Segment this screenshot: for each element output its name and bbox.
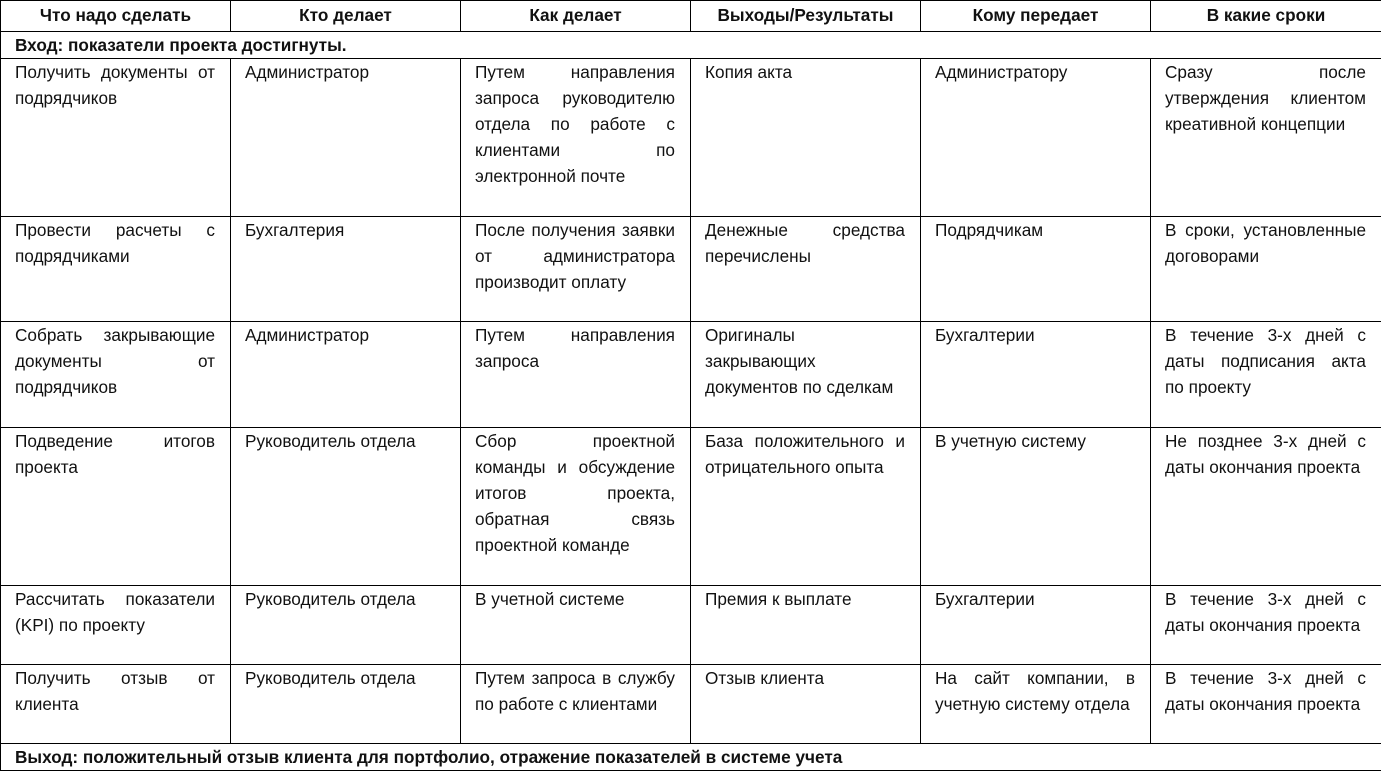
table-row xyxy=(1,59,1381,217)
cell-what: Получить документы от подрядчиков xyxy=(1,59,231,217)
cell-to-whom: Бухгалтерии xyxy=(921,322,1151,428)
input-row xyxy=(1,32,1381,59)
cell-who: Администратор xyxy=(231,322,461,428)
cell-when: Не позднее 3-х дней с даты окончания проекта xyxy=(1151,428,1381,586)
header-when: В какие сроки xyxy=(1151,1,1381,32)
table-row xyxy=(1,322,1381,428)
cell-when: В течение 3-х дней с даты окончания проекта xyxy=(1151,665,1381,744)
cell-output: Премия к выплате xyxy=(691,586,921,665)
cell-when: В течение 3-х дней с даты окончания проекта xyxy=(1151,586,1381,665)
cell-who: Администратор xyxy=(231,59,461,217)
cell-output: Копия акта xyxy=(691,59,921,217)
table-row xyxy=(1,586,1381,665)
cell-to-whom: Администратору xyxy=(921,59,1151,217)
cell-how: Сбор проектной команды и обсуждение итогов проекта, обратная связь проектной команде xyxy=(461,428,691,586)
cell-to-whom: В учетную систему xyxy=(921,428,1151,586)
cell-output: База положительного и отрицательного опыта xyxy=(691,428,921,586)
header-row xyxy=(1,1,1381,32)
cell-output: Оригиналы закрывающих документов по сделкам xyxy=(691,322,921,428)
cell-when: В сроки, установленные договорами xyxy=(1151,217,1381,322)
cell-how: В учетной системе xyxy=(461,586,691,665)
cell-to-whom: Подрядчикам xyxy=(921,217,1151,322)
output-text: Выход: положительный отзыв клиента для портфолио, отражение показателей в системе учета xyxy=(1,744,1381,771)
cell-how: После получения заявки от администратора производит оплату xyxy=(461,217,691,322)
header-who: Кто делает xyxy=(231,1,461,32)
table-row xyxy=(1,665,1381,744)
input-text: Вход: показатели проекта достигнуты. xyxy=(1,32,1381,59)
header-to-whom: Кому передает xyxy=(921,1,1151,32)
header-what: Что надо сделать xyxy=(1,1,231,32)
cell-to-whom: На сайт компании, в учетную систему отдела xyxy=(921,665,1151,744)
cell-what: Подведение итогов проекта xyxy=(1,428,231,586)
cell-how: Путем запроса в службу по работе с клиентами xyxy=(461,665,691,744)
header-output: Выходы/Результаты xyxy=(691,1,921,32)
table-row xyxy=(1,217,1381,322)
cell-what: Получить отзыв от клиента xyxy=(1,665,231,744)
cell-output: Отзыв клиента xyxy=(691,665,921,744)
cell-what: Рассчитать показатели (KPI) по проекту xyxy=(1,586,231,665)
header-how: Как делает xyxy=(461,1,691,32)
cell-output: Денежные средства перечислены xyxy=(691,217,921,322)
cell-who: Руководитель отдела xyxy=(231,586,461,665)
table-row xyxy=(1,428,1381,586)
cell-who: Руководитель отдела xyxy=(231,665,461,744)
cell-what: Провести расчеты с подрядчиками xyxy=(1,217,231,322)
cell-who: Руководитель отдела xyxy=(231,428,461,586)
cell-when: В течение 3-х дней с даты подписания акта по проекту xyxy=(1151,322,1381,428)
cell-to-whom: Бухгалтерии xyxy=(921,586,1151,665)
cell-how: Путем направления запроса руководителю отдела по работе с клиентами по электронной почте xyxy=(461,59,691,217)
cell-what: Собрать закрывающие документы от подрядчиков xyxy=(1,322,231,428)
cell-when: Сразу после утверждения клиентом креативной концепции xyxy=(1151,59,1381,217)
output-row xyxy=(1,744,1381,771)
cell-who: Бухгалтерия xyxy=(231,217,461,322)
cell-how: Путем направления запроса xyxy=(461,322,691,428)
